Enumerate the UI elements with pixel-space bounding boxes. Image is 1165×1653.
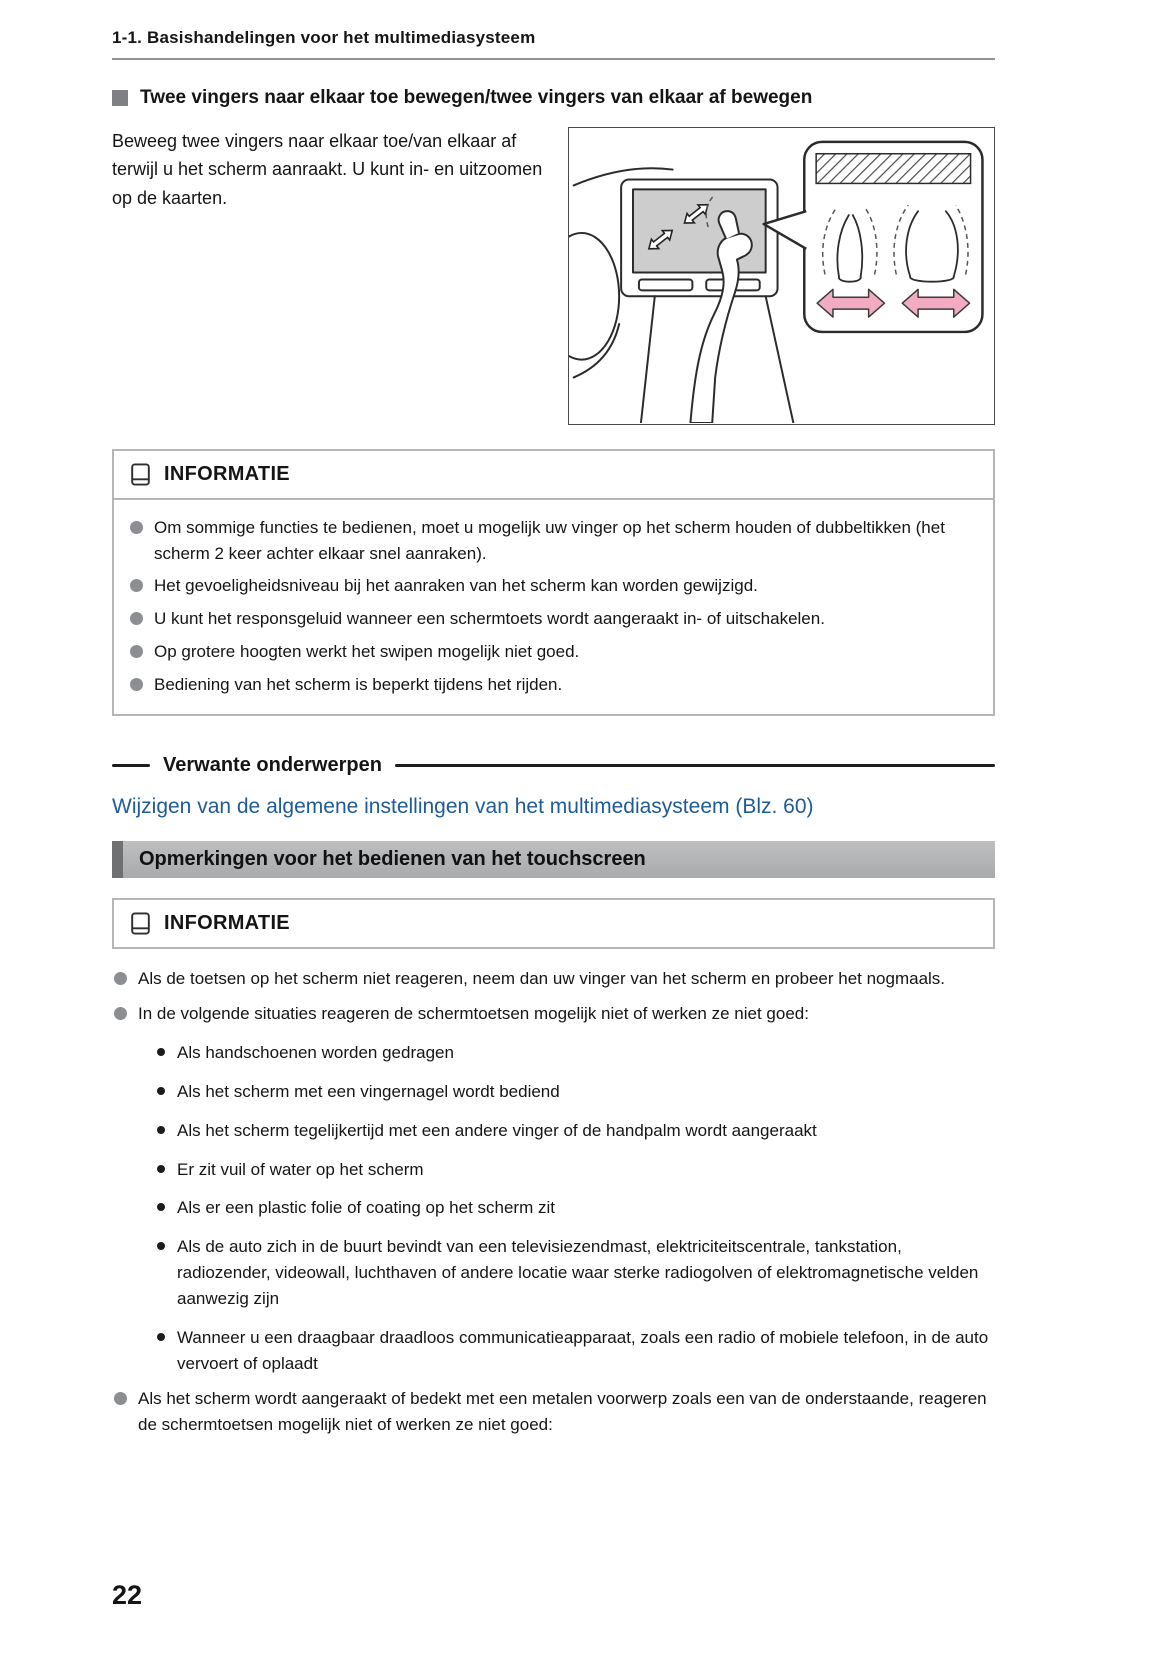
info-item-text: Het gevoeligheidsniveau bij het aanraken van het scherm kan worden gewijzigd.	[154, 576, 758, 596]
pinch-zoom-illustration-svg	[569, 128, 993, 423]
small-bullet-icon	[157, 1087, 165, 1095]
related-topics-title: Verwante onderwerpen	[163, 753, 382, 776]
info-box-1-body	[114, 500, 993, 714]
sub-item-text: Er zit vuil of water op het scherm	[177, 1159, 424, 1179]
circle-bullet-icon	[114, 1007, 127, 1020]
sub-item-text: Als de auto zich in de buurt bevindt van een televisiezendmast, elektriciteitscentrale, tankstation, radiozender, videowall, luchthaven of andere locatie waar sterke radiogolven of elektromagnetische velden aanwezig zijn	[177, 1237, 979, 1308]
manual-page	[112, 0, 995, 1438]
info-item-text: In de volgende situaties reageren de schermtoetsen mogelijk niet of werken ze niet goed:	[138, 1004, 809, 1024]
chapter-heading: 1-1. Basishandelingen voor het multimediasysteem	[112, 28, 995, 60]
sub-list-item	[157, 1325, 993, 1377]
list-item	[130, 573, 973, 599]
gesture-section-heading	[112, 86, 995, 111]
info-item-text: Bediening van het scherm is beperkt tijdens het rijden.	[154, 674, 563, 694]
sub-list-item	[157, 1234, 993, 1311]
sub-item-text: Als handschoenen worden gedragen	[177, 1043, 454, 1063]
dashboard-outline	[569, 168, 793, 423]
info-item-text: Om sommige functies te bedienen, moet u mogelijk uw vinger op het scherm houden of dubbeltikken (het scherm 2 keer achter elkaar snel aanraken).	[154, 517, 945, 563]
small-bullet-icon	[157, 1242, 165, 1250]
book-icon	[130, 462, 151, 487]
info-box-2-header	[112, 898, 995, 949]
list-item	[114, 1001, 993, 1027]
gesture-body-text: Beweeg twee vingers naar elkaar toe/van elkaar af terwijl u het scherm aanraakt. U kunt in- en uitzoomen op de kaarten.	[112, 130, 543, 208]
small-bullet-icon	[157, 1203, 165, 1211]
sub-list-item	[157, 1079, 993, 1105]
sub-item-text: Als er een plastic folie of coating op het scherm zit	[177, 1198, 555, 1218]
list-item	[130, 672, 973, 698]
small-bullet-icon	[157, 1165, 165, 1173]
small-bullet-icon	[157, 1333, 165, 1341]
info-box-1-title: INFORMATIE	[164, 462, 290, 485]
info-box-2-body	[112, 949, 995, 1438]
list-item	[130, 606, 973, 632]
sub-list-item	[157, 1157, 993, 1183]
small-bullet-icon	[157, 1126, 165, 1134]
hatched-screen-edge	[816, 153, 970, 183]
info-item-text: U kunt het responsgeluid wanneer een schermtoets wordt aangeraakt in- of uitschakelen.	[154, 609, 825, 629]
info-box-1-header	[114, 451, 993, 500]
gesture-section-title: Twee vingers naar elkaar toe bewegen/twee vingers van elkaar af bewegen	[140, 87, 813, 108]
list-item	[114, 1386, 993, 1438]
page-number: 22	[112, 1580, 143, 1610]
gesture-section-body-row	[112, 127, 995, 425]
rule-right	[395, 764, 995, 767]
circle-bullet-icon	[130, 612, 143, 625]
sub-list-item	[157, 1040, 993, 1066]
sub-list-item	[157, 1118, 993, 1144]
info-item-text: Als het scherm wordt aangeraakt of bedekt met een metalen voorwerp zoals een van de onderstaande, reageren de schermtoetsen mogelijk niet of werken ze niet goed:	[138, 1389, 987, 1435]
gesture-callout	[764, 142, 983, 332]
square-bullet-icon	[112, 90, 128, 106]
list-item	[130, 639, 973, 665]
circle-bullet-icon	[130, 645, 143, 658]
info-item-text: Als de toetsen op het scherm niet reageren, neem dan uw vinger van het scherm en probeer het nogmaals.	[138, 969, 946, 989]
circle-bullet-icon	[114, 972, 127, 985]
pinch-zoom-illustration	[568, 127, 995, 425]
sub-item-text: Als het scherm tegelijkertijd met een andere vinger of de handpalm wordt aangeraakt	[177, 1120, 817, 1140]
info-item-text: Op grotere hoogten werkt het swipen mogelijk niet goed.	[154, 642, 580, 661]
cross-reference-link[interactable]: Wijzigen van de algemene instellingen van het multimediasysteem (Blz. 60)	[112, 794, 814, 818]
circle-bullet-icon	[130, 521, 143, 534]
circle-bullet-icon	[114, 1392, 127, 1405]
small-bullet-icon	[157, 1048, 165, 1056]
list-item	[114, 966, 993, 992]
info-box-1	[112, 449, 995, 716]
book-icon	[130, 911, 151, 936]
info-box-2-title: INFORMATIE	[164, 912, 290, 935]
circle-bullet-icon	[130, 678, 143, 691]
related-topics-heading	[112, 754, 995, 777]
touchscreen-section-bar: Opmerkingen voor het bedienen van het touchscreen	[112, 841, 995, 878]
list-item	[130, 515, 973, 567]
circle-bullet-icon	[130, 579, 143, 592]
sub-item-text: Wanneer u een draagbaar draadloos communicatieapparaat, zoals een radio of mobiele telefoon, in de auto vervoert of oplaadt	[177, 1327, 989, 1373]
rule-left	[112, 764, 150, 767]
situations-sub-list	[157, 1040, 993, 1376]
sub-list-item	[157, 1195, 993, 1221]
sub-item-text: Als het scherm met een vingernagel wordt bediend	[177, 1081, 560, 1101]
